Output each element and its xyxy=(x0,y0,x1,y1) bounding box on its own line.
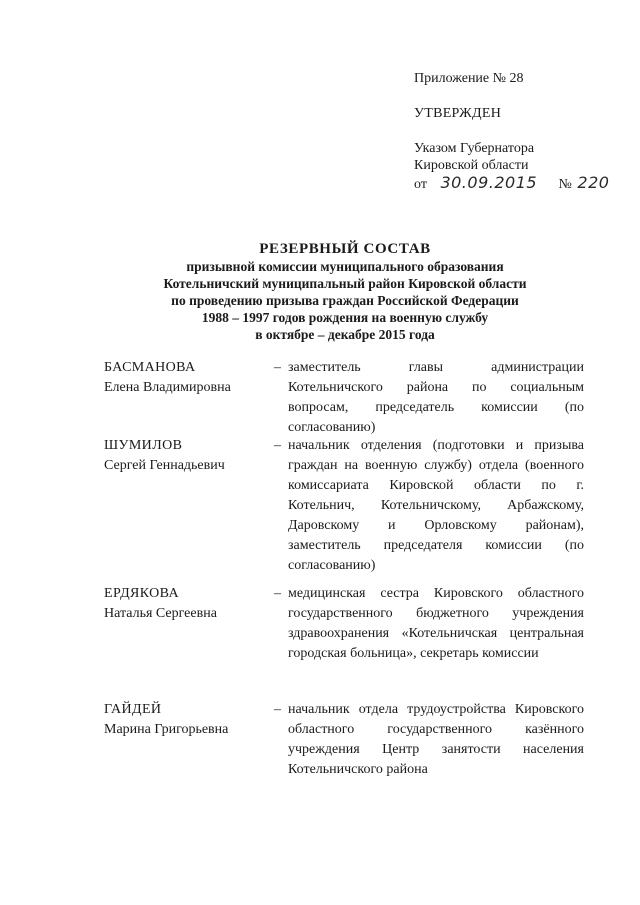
member-name xyxy=(104,584,274,624)
approved-heading: УТВЕРЖДЕН xyxy=(414,106,502,121)
region-line: Кировской области xyxy=(414,158,529,173)
member-given-name: Марина Григорьевна xyxy=(104,722,229,737)
member-dash: – xyxy=(274,702,281,717)
title-line: призывной комиссии муниципального образования xyxy=(186,259,504,274)
member-role: начальник отделения (подготовки и призыва граждан на военную службу) отдела (военного комиссариата Кировской области по г. Котельнич, Котельничскому, Арбажскому, Даровскому и Орловскому районам), заместитель председателя комиссии (по согласованию) xyxy=(288,438,584,573)
member-role: медицинская сестра Кировского областного государственного бюджетного учреждения здравоохранения «Котельничская центральная городская больница», секретарь комиссии xyxy=(288,586,584,661)
document-title xyxy=(80,240,610,343)
member-surname: ШУМИЛОВ xyxy=(104,438,183,453)
title-line: в октябре – декабре 2015 года xyxy=(255,327,435,342)
approval-block xyxy=(414,70,624,193)
handwritten-number: 220 xyxy=(577,173,610,192)
member-name xyxy=(104,700,274,740)
member-surname: ЕРДЯКОВА xyxy=(104,586,180,601)
member-role: начальник отдела трудоустройства Кировского областного государственного казённого учреждения Центр занятости населения Котельничского района xyxy=(288,702,584,777)
member-given-name: Наталья Сергеевна xyxy=(104,606,217,621)
title-main: РЕЗЕРВНЫЙ СОСТАВ xyxy=(259,241,431,257)
member-given-name: Сергей Геннадьевич xyxy=(104,458,225,473)
member-role: заместитель главы администрации Котельничского района по социальным вопросам, председатель комиссии (по согласованию) xyxy=(288,360,584,435)
date-prefix: от xyxy=(414,177,427,192)
handwritten-date: 30.09.2015 xyxy=(440,173,538,192)
member-name xyxy=(104,358,274,398)
member-dash: – xyxy=(274,438,281,453)
decree-line: Указом Губернатора xyxy=(414,141,535,156)
member-name xyxy=(104,436,274,476)
title-line: по проведению призыва граждан Российской Федерации xyxy=(171,293,519,308)
member-given-name: Елена Владимировна xyxy=(104,380,231,395)
member-dash: – xyxy=(274,360,281,375)
number-sign: № xyxy=(558,177,572,192)
member-surname: ГАЙДЕЙ xyxy=(104,702,162,717)
annex-number: Приложение № 28 xyxy=(414,71,524,86)
decree-date-line xyxy=(414,174,624,193)
title-line: Котельничский муниципальный район Кировской области xyxy=(163,276,527,291)
member-surname: БАСМАНОВА xyxy=(104,360,196,375)
title-line: 1988 – 1997 годов рождения на военную службу xyxy=(201,310,489,325)
member-dash: – xyxy=(274,586,281,601)
